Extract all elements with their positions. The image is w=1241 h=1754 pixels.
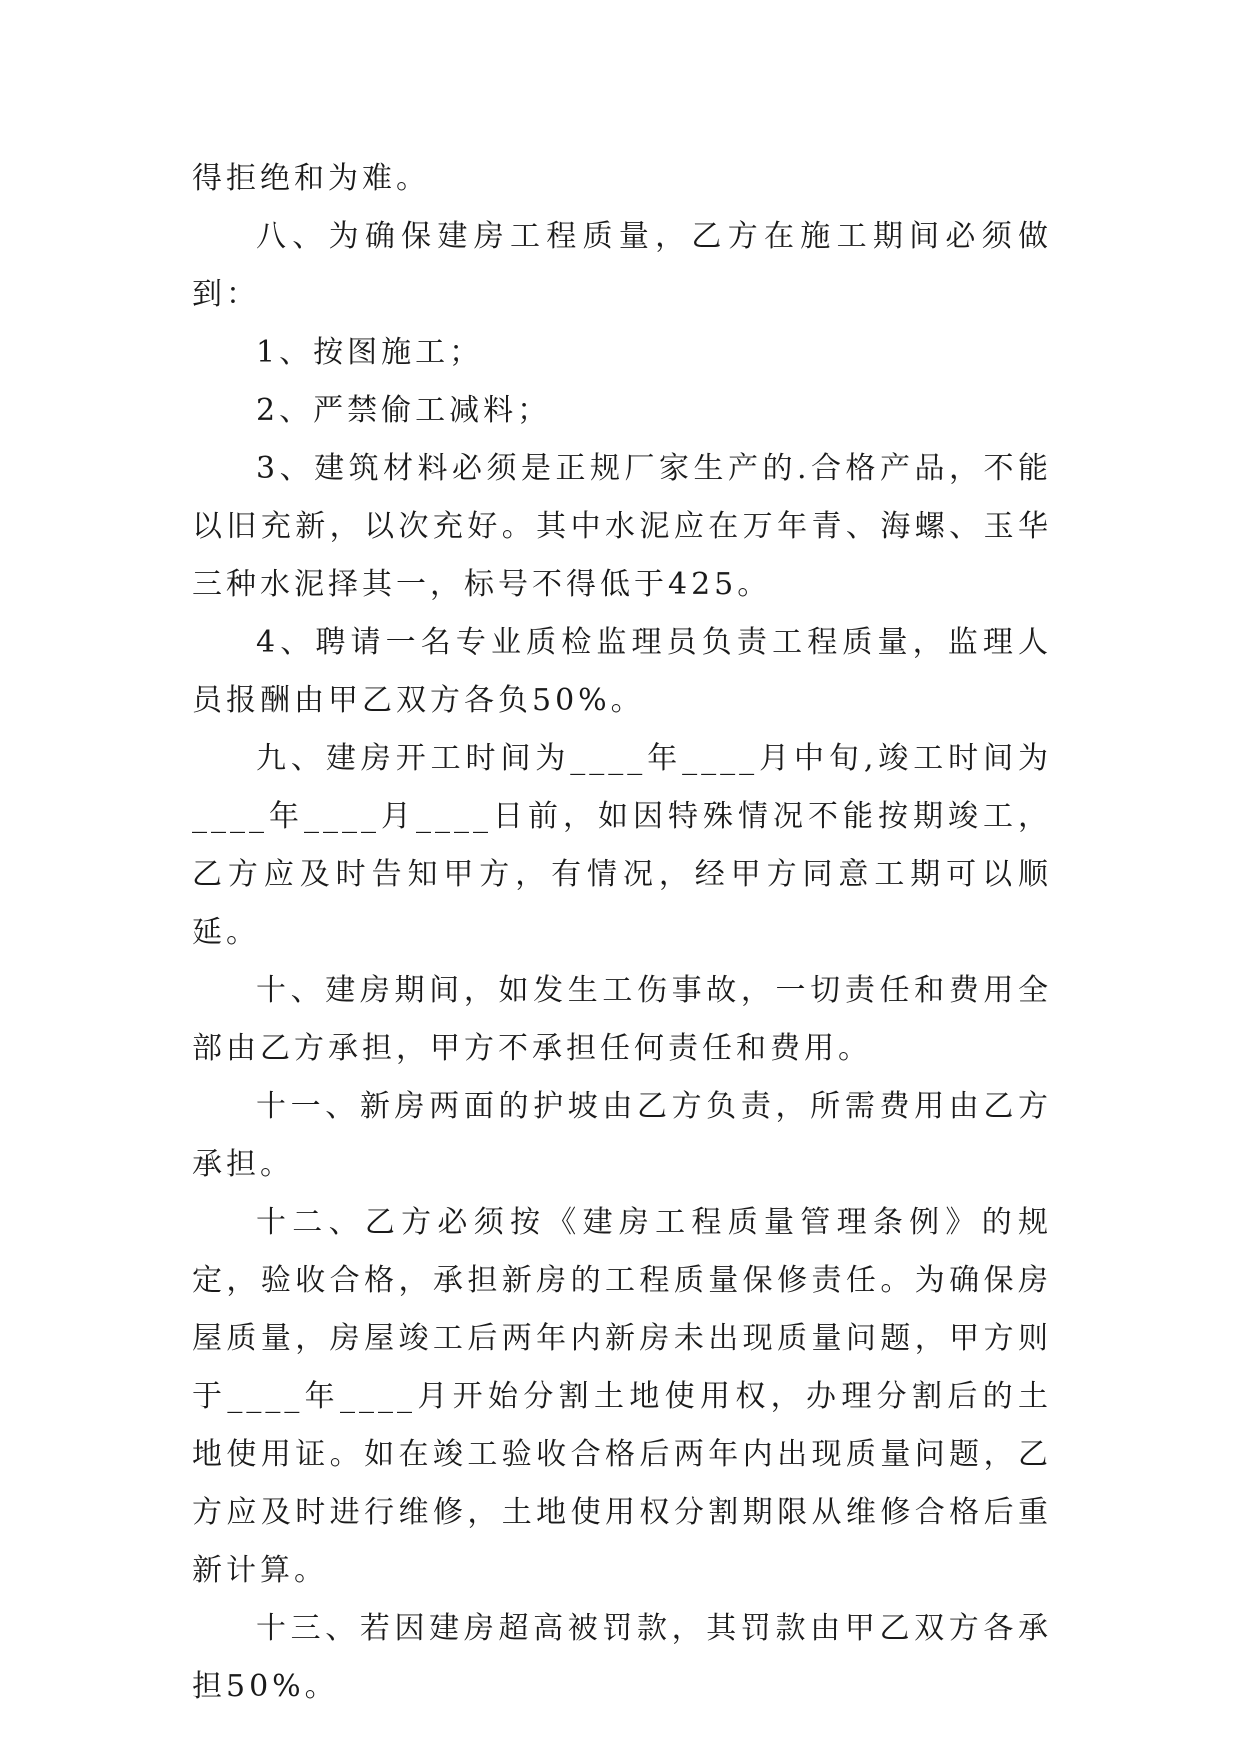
paragraph-item-4: 4、聘请一名专业质检监理员负责工程质量，监理人员报酬由甲乙双方各负50%。 <box>192 625 1052 718</box>
paragraph-clause-11: 十一、新房两面的护坡由乙方负责，所需费用由乙方承担。 <box>192 1089 1052 1182</box>
paragraph-clause-8: 八、为确保建房工程质量，乙方在施工期间必须做到： <box>192 219 1052 312</box>
paragraph-clause-13: 十三、若因建房超高被罚款，其罚款由甲乙双方各承担50%。 <box>192 1611 1052 1704</box>
paragraph-item-3: 3、建筑材料必须是正规厂家生产的.合格产品，不能以旧充新，以次充好。其中水泥应在万年青、海螺、玉华三种水泥择其一，标号不得低于425。 <box>192 451 1052 602</box>
paragraph-clause-10: 十、建房期间，如发生工伤事故，一切责任和费用全部由乙方承担，甲方不承担任何责任和费用。 <box>192 973 1052 1066</box>
paragraph-continuation: 得拒绝和为难。 <box>192 161 430 196</box>
paragraph-item-1: 1、按图施工； <box>256 335 484 370</box>
document-body <box>192 150 1052 1716</box>
paragraph-clause-12: 十二、乙方必须按《建房工程质量管理条例》的规定，验收合格，承担新房的工程质量保修责任。为确保房屋质量，房屋竣工后两年内新房未出现质量问题，甲方则于____年____月开始分割土地使用权，办理分割后的土地使用证。如在竣工验收合格后两年内出现质量问题，乙方应及时进行维修，土地使用权分割期限从维修合格后重新计算。 <box>192 1205 1052 1588</box>
paragraph-item-2: 2、严禁偷工减料； <box>256 393 552 428</box>
paragraph-clause-9: 九、建房开工时间为____年____月中旬,竣工时间为____年____月____日前，如因特殊情况不能按期竣工，乙方应及时告知甲方，有情况，经甲方同意工期可以顺延。 <box>192 741 1052 950</box>
